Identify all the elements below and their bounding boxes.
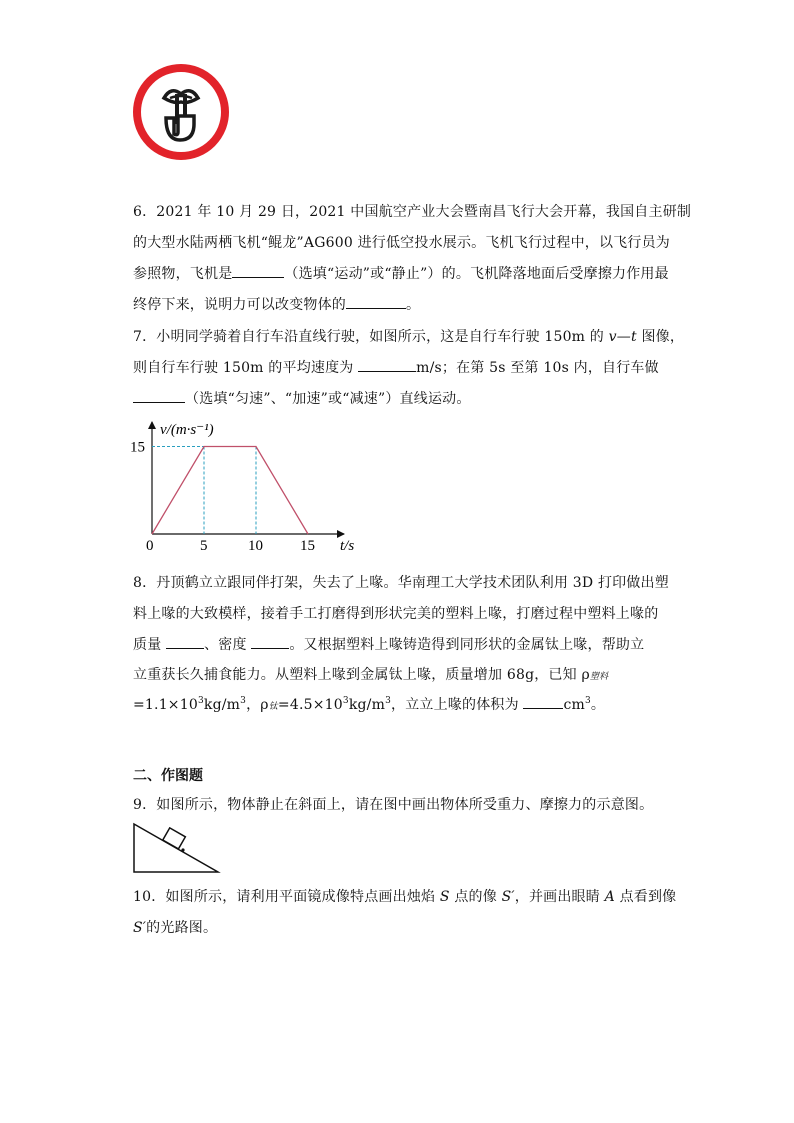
q7-line-2a: 则自行车行驶 150m 的平均速度为 [133,360,359,376]
section-title: 二、作图题 [133,768,203,784]
q8-rho-plastic-value: =1.1×10 [133,697,198,713]
q8-exp-3: 3 [342,696,349,706]
q6-line-4a: 终停下来，说明力可以改变物体的 [133,297,346,313]
x-tick-label-5: 5 [200,538,208,554]
q7-line-3 [133,390,471,408]
q8-exp-5: 3 [584,696,591,706]
q6-line-3b: （选填“运动”或“静止”）的。飞机降落地面后受摩擦力作用最 [284,266,669,282]
x-axis-label: t/s [340,538,355,554]
q8-line-3b: 、密度 [204,637,252,653]
q6-line-3 [133,265,669,283]
logo [130,64,232,160]
q10-line-1c: 点的像 [449,889,502,905]
q8-exp-4: 3 [385,696,391,706]
q8-blank-1[interactable] [166,636,204,649]
q10-line-1 [133,888,676,906]
q7-line-1c: 图像， [636,329,685,345]
q6-line-4 [133,296,420,314]
x-tick-label-10: 10 [248,538,263,554]
q6-blank-1[interactable] [232,265,284,278]
q8-line-2: 料上喙的大致模样，接着手工打磨得到形状完美的塑料上喙，打磨过程中塑料上喙的 [133,606,659,622]
q6-line-4b: 。 [406,297,421,313]
block-center-dot [181,848,184,851]
q6-line-2: 的大型水陆两栖飞机“鲲龙”AG600 进行低空投水展示。飞机飞行过程中，以飞行员为 [133,235,670,251]
q8-line-1: 8．丹顶鹤立立跟同伴打架，失去了上喙。华南理工大学技术团队利用 3D 打印做出塑 [133,575,669,591]
q10-line-2 [133,919,217,937]
y-axis-label: v/(m·s⁻¹) [160,422,214,438]
q6-blank-2[interactable] [346,296,406,309]
series-line [152,447,308,534]
q8-blank-2[interactable] [251,636,289,649]
q7-line-2 [133,359,659,377]
q9-text: 9．如图所示，物体静止在斜面上，请在图中画出物体所受重力、摩擦力的示意图。 [133,797,654,813]
q10-point-s-prime-2: S′ [133,920,147,936]
q8-line-5 [133,696,605,716]
q10-point-s-prime: S′ [501,889,515,905]
q8-rho-ti: ，ρ [246,697,269,713]
q8-rho-plastic-sub: 塑料 [589,672,609,682]
q8-unit-1: kg/m [203,697,241,713]
q8-blank-3[interactable] [523,696,563,709]
q7-blank-1[interactable] [358,359,416,372]
q7-line-1a: 7．小明同学骑着自行车沿直线行驶，如图所示，这是自行车行驶 150m 的 [133,329,609,345]
q7-blank-2[interactable] [133,390,185,403]
vt-chart [130,418,370,558]
q6-line-1: 6．2021 年 10 月 29 日，2021 中国航空产业大会暨南昌飞行大会开幕，我国自主研制 [133,204,692,220]
q8-line-3a: 质量 [133,637,167,653]
q8-unit-2: kg/m [348,697,386,713]
q6-line-3a: 参照物，飞机是 [133,266,233,282]
q10-line-1g: 点看到像 [614,889,677,905]
x-tick-label-15: 15 [300,538,315,554]
q8-volume-prompt: ，立立上喙的体积为 [391,697,524,713]
q8-rho-ti-value: =4.5×10 [277,697,343,713]
q7-line-2b: m/s；在第 5s 至第 10s 内，自行车做 [416,360,659,376]
q8-unit-cm: cm [563,697,585,713]
q8-exp-1: 3 [197,696,204,706]
q10-line-2b: 的光路图。 [146,920,218,936]
q10-line-1e: ，并画出眼睛 [514,889,605,905]
y-tick-label-15: 15 [130,439,145,456]
q10-point-a: A [604,889,615,905]
incline-figure [130,818,225,876]
q8-line-3c: 。又根据塑料上喙铸造得到同形状的金属钛上喙，帮助立 [289,637,645,653]
q8-period: 。 [590,697,606,713]
q8-rho-ti-sub: 钛 [268,702,278,712]
q8-exp-2: 3 [240,696,247,706]
q7-line-3-text: （选填“匀速”、“加速”或“减速”）直线运动。 [185,391,471,407]
q10-point-s: S [439,889,450,905]
q10-line-1a: 10．如图所示，请利用平面镜成像特点画出烛焰 [133,889,440,905]
q7-line-1 [133,328,684,346]
q7-vt: v—t [608,329,637,345]
q8-line-3 [133,636,644,654]
x-tick-label-0: 0 [146,538,154,554]
q8-line-4a: 立重获长久捕食能力。从塑料上喙到金属钛上喙，质量增加 68g，已知 ρ [133,667,590,683]
q8-line-4 [133,666,608,686]
